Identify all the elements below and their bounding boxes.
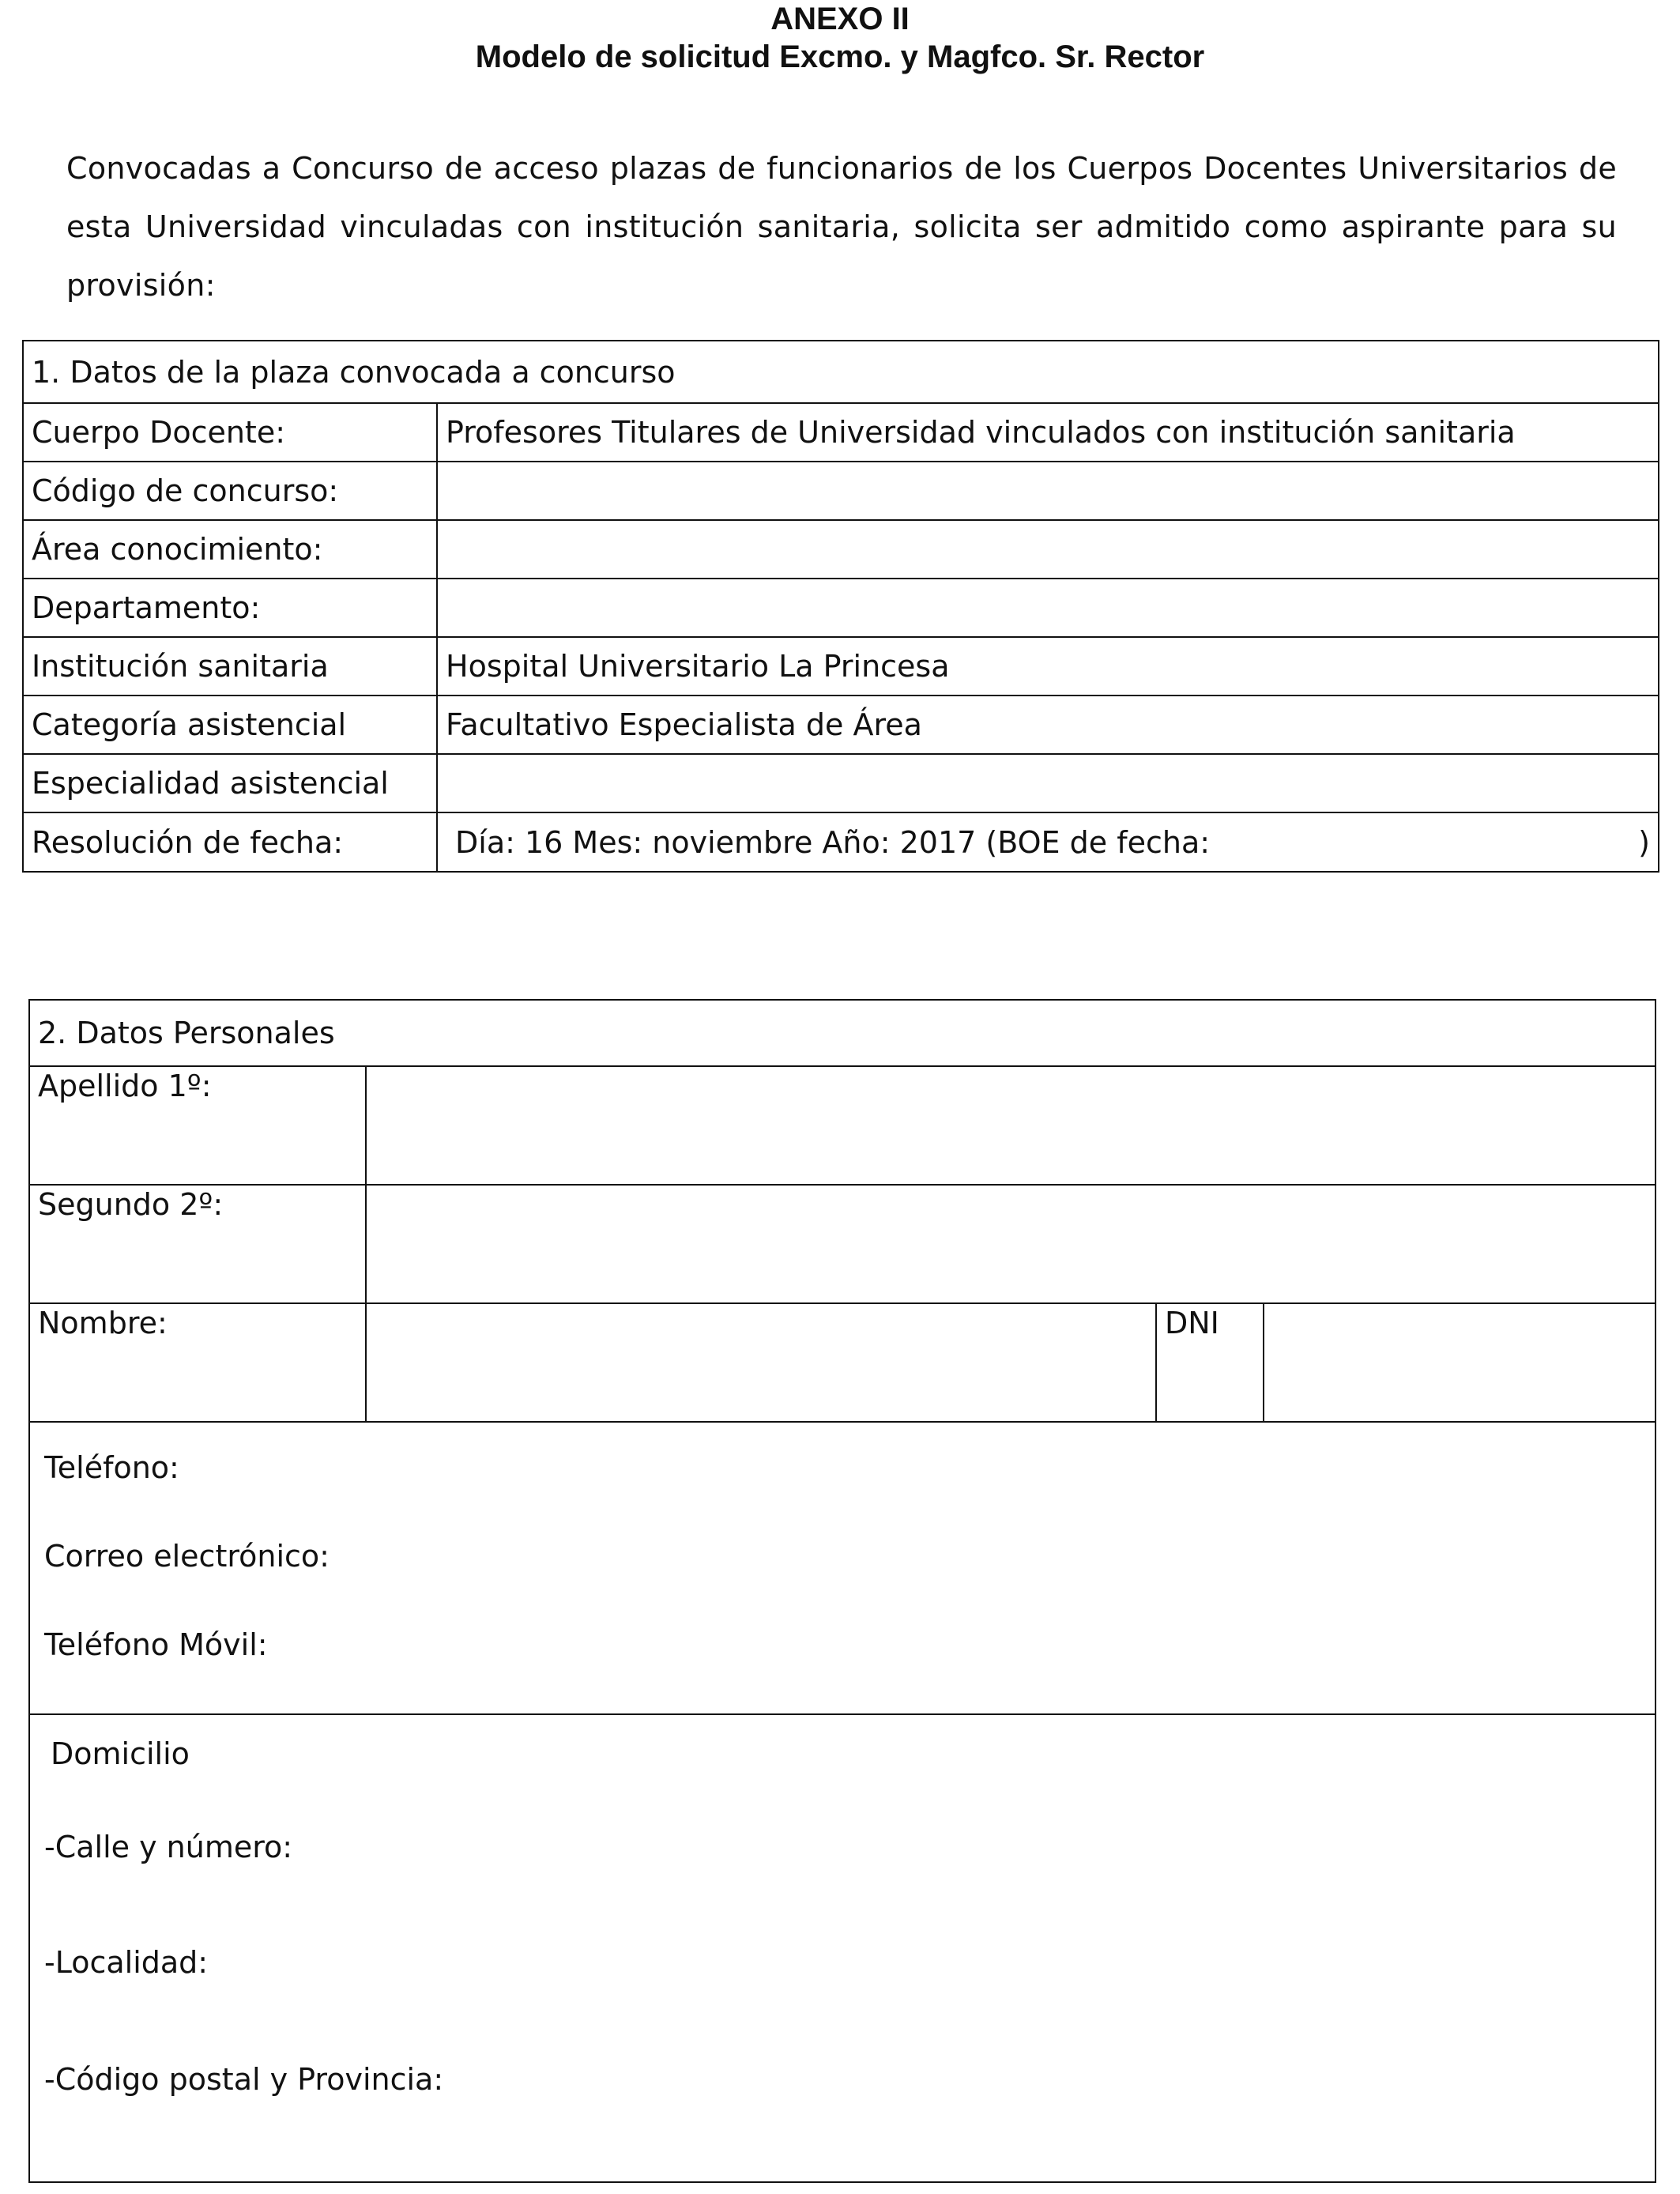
apellido1-label: Apellido 1º: <box>29 1066 366 1185</box>
apellido1-field[interactable] <box>366 1066 1656 1185</box>
localidad-label: -Localidad: <box>44 1945 209 1980</box>
dni-field[interactable] <box>1264 1303 1656 1422</box>
correo-label: Correo electrónico: <box>44 1539 330 1574</box>
departamento-field[interactable] <box>437 579 1659 637</box>
contact-section[interactable] <box>29 1422 1656 1714</box>
area-conocimiento-field[interactable] <box>437 520 1659 579</box>
personal-section-heading: 2. Datos Personales <box>29 1000 1656 1066</box>
plaza-section-heading: 1. Datos de la plaza convocada a concurso <box>23 341 1659 403</box>
resolucion-closing-paren: ) <box>1638 824 1650 860</box>
calle-label: -Calle y número: <box>44 1830 293 1864</box>
domicilio-section[interactable] <box>29 1714 1656 2182</box>
apellido2-label: Segundo 2º: <box>29 1185 366 1303</box>
nombre-label: Nombre: <box>29 1303 366 1422</box>
intro-paragraph: Convocadas a Concurso de acceso plazas de funcionarios de los Cuerpos Docentes Universitarios de esta Universidad vinculadas con institución sanitaria, solicita ser admitido como aspirante para su provisión: <box>66 151 1617 303</box>
domicilio-label: Domicilio <box>51 1736 190 1771</box>
dni-label: DNI <box>1156 1303 1264 1422</box>
telefono-label: Teléfono: <box>44 1450 179 1485</box>
codigo-postal-label: -Código postal y Provincia: <box>44 2062 444 2097</box>
resolucion-fecha-label: Resolución de fecha: <box>23 812 437 872</box>
especialidad-asistencial-field[interactable] <box>437 754 1659 812</box>
departamento-label: Departamento: <box>23 579 437 637</box>
cuerpo-docente-label: Cuerpo Docente: <box>23 403 437 462</box>
area-conocimiento-label: Área conocimiento: <box>23 520 437 579</box>
categoria-asistencial-label: Categoría asistencial <box>23 696 437 754</box>
institucion-sanitaria-value[interactable]: Hospital Universitario La Princesa <box>437 637 1659 696</box>
annex-title: ANEXO II <box>770 2 910 36</box>
resolucion-fecha-text: Día: 16 Mes: noviembre Año: 2017 (BOE de fecha: <box>455 824 1211 860</box>
personal-data-table <box>28 999 1656 2183</box>
categoria-asistencial-value[interactable]: Facultativo Especialista de Área <box>437 696 1659 754</box>
codigo-concurso-label: Código de concurso: <box>23 462 437 520</box>
cuerpo-docente-value[interactable]: Profesores Titulares de Universidad vinculados con institución sanitaria <box>437 403 1659 462</box>
nombre-field[interactable] <box>366 1303 1156 1422</box>
movil-label: Teléfono Móvil: <box>44 1627 268 1662</box>
especialidad-asistencial-label: Especialidad asistencial <box>23 754 437 812</box>
apellido2-field[interactable] <box>366 1185 1656 1303</box>
plaza-data-table <box>22 340 1659 873</box>
resolucion-fecha-value[interactable] <box>437 812 1659 872</box>
institucion-sanitaria-label: Institución sanitaria <box>23 637 437 696</box>
codigo-concurso-field[interactable] <box>437 462 1659 520</box>
annex-subtitle: Modelo de solicitud Excmo. y Magfco. Sr. Rector <box>475 40 1205 74</box>
